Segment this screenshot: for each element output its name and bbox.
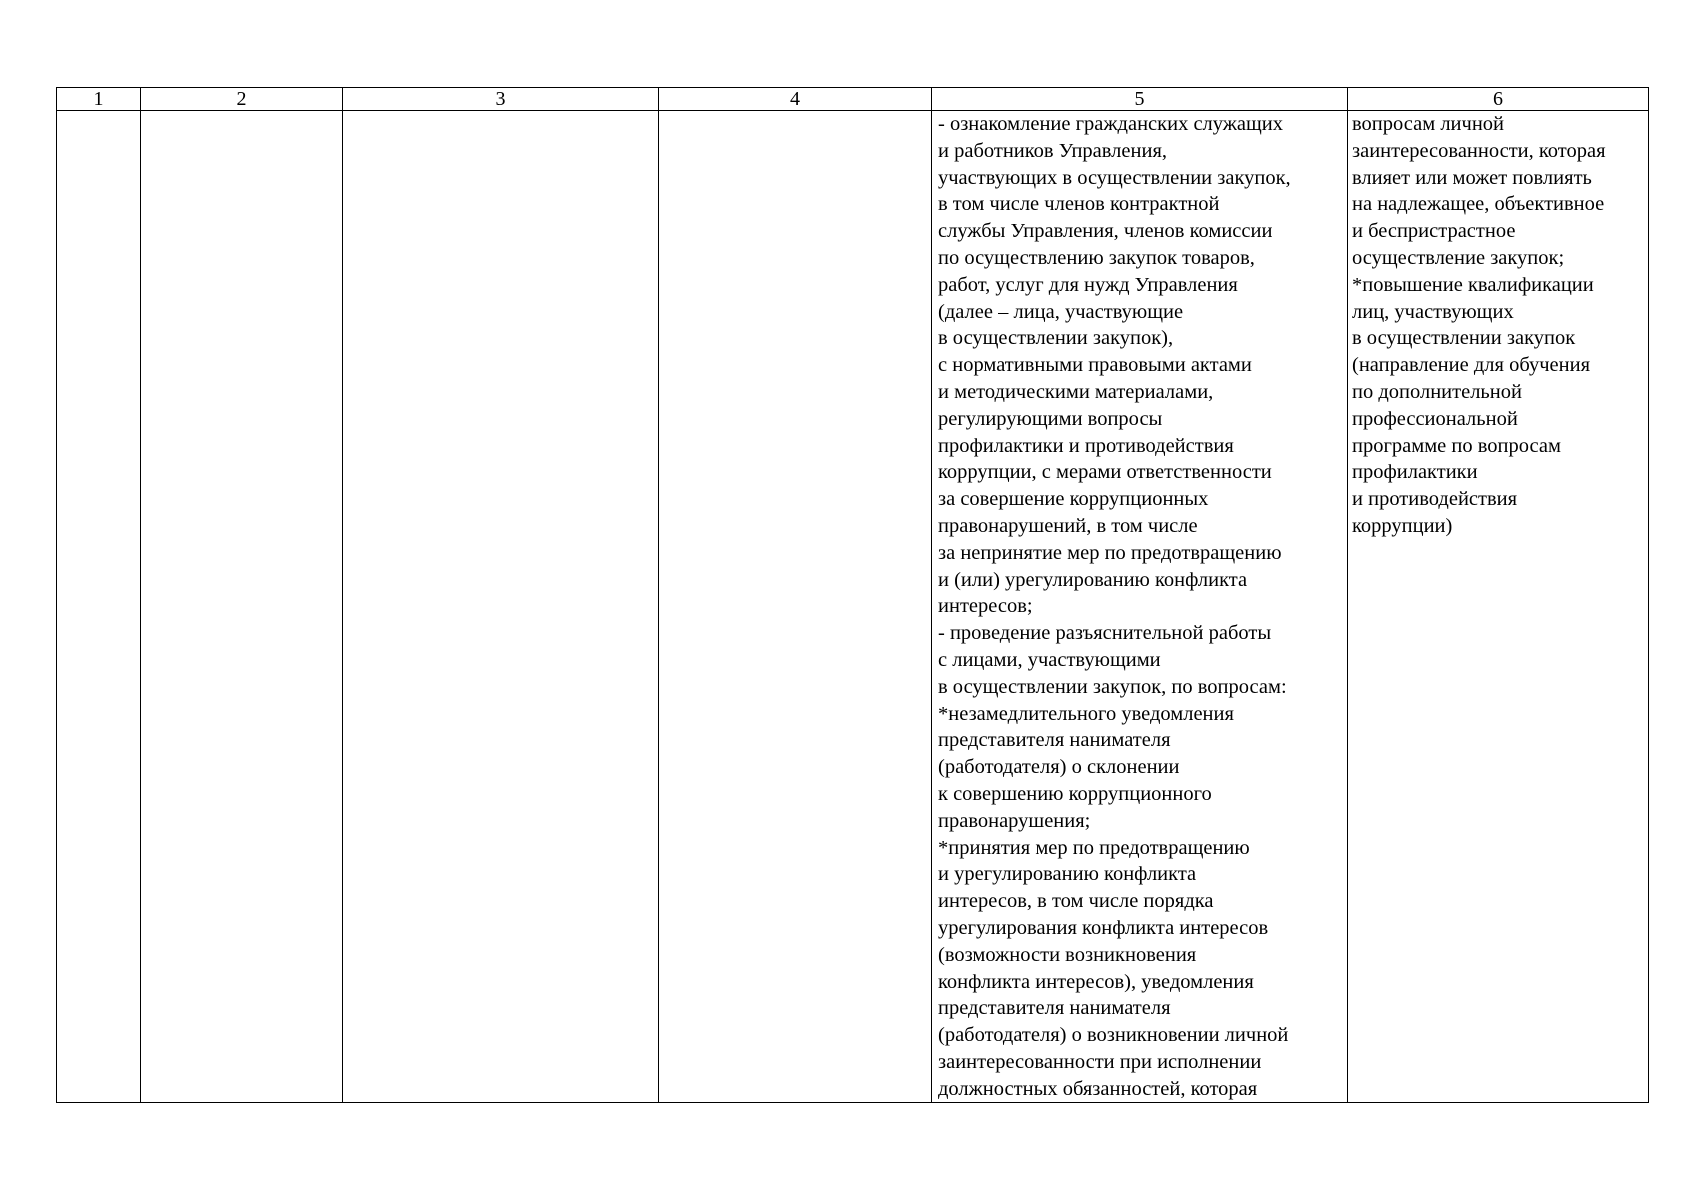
cell-col-4-text (659, 111, 931, 1101)
text-line: в том числе членов контрактной (938, 193, 1220, 216)
text-line: с лицами, участвующими (938, 648, 1161, 671)
cell-col-3-text (343, 111, 658, 1101)
text-line: конфликта интересов), уведомления (938, 970, 1254, 993)
text-line: профилактики и противодействия (938, 434, 1234, 457)
table-row (57, 111, 1649, 1103)
text-line: (далее – лица, участвующие (938, 300, 1184, 323)
text-line: к совершению коррупционного (938, 782, 1212, 805)
cell-col-4 (659, 111, 932, 1103)
text-line: урегулирования конфликта интересов (938, 916, 1269, 939)
text-line: профилактики (1352, 461, 1478, 484)
text-line: и урегулированию конфликта (938, 863, 1197, 886)
text-line: *повышение квалификации (1352, 273, 1594, 296)
text-line: и беспристрастное (1352, 220, 1516, 243)
text-line: службы Управления, членов комиссии (938, 220, 1273, 243)
cell-col-2 (141, 111, 343, 1103)
text-line: за совершение коррупционных (938, 488, 1209, 511)
text-line: в осуществлении закупок (1352, 327, 1576, 350)
text-line: (направление для обучения (1352, 354, 1590, 377)
text-line: с нормативными правовыми актами (938, 354, 1252, 377)
text-line: и (или) урегулированию конфликта (938, 568, 1248, 591)
text-line: и методическими материалами, (938, 380, 1214, 403)
text-line: правонарушений, в том числе (938, 514, 1198, 537)
text-line: и работников Управления, (938, 139, 1167, 162)
text-line: на надлежащее, объективное (1352, 193, 1605, 216)
text-line: (работодателя) о склонении (938, 756, 1180, 779)
text-line: участвующих в осуществлении закупок, (938, 166, 1291, 189)
text-line: заинтересованности при исполнении (938, 1050, 1262, 1073)
header-row (57, 88, 1649, 111)
column-header-1: 1 (57, 88, 141, 111)
text-line: (возможности возникновения (938, 943, 1197, 966)
text-line: в осуществлении закупок, по вопросам: (938, 675, 1287, 698)
cell-col-5-text (932, 111, 1347, 1101)
text-line: программе по вопросам (1352, 434, 1561, 457)
text-line: профессиональной (1352, 407, 1518, 430)
cell-col-1 (57, 111, 141, 1103)
text-line: представителя нанимателя (938, 729, 1171, 752)
text-line: - ознакомление гражданских служащих (938, 113, 1284, 135)
cell-col-6-text (1348, 111, 1648, 1101)
cell-col-1-text (57, 111, 140, 1101)
text-line: - проведение разъяснительной работы (938, 622, 1272, 645)
text-line: интересов, в том числе порядка (938, 890, 1214, 913)
text-line: и противодействия (1352, 488, 1518, 511)
text-line: в осуществлении закупок), (938, 327, 1174, 350)
text-line: осуществление закупок; (1352, 246, 1565, 269)
text-line: коррупции, с мерами ответственности (938, 461, 1272, 484)
text-line: лиц, участвующих (1352, 300, 1514, 323)
text-line: влияет или может повлиять (1352, 166, 1592, 189)
column-header-3: 3 (343, 88, 659, 111)
text-line: интересов; (938, 595, 1033, 618)
text-line: должностных обязанностей, которая (938, 1077, 1258, 1100)
text-line: за непринятие мер по предотвращению (938, 541, 1282, 564)
text-line: *принятия мер по предотвращению (938, 836, 1250, 859)
cell-col-2-text (141, 111, 342, 1101)
cell-col-3 (343, 111, 659, 1103)
text-line: по дополнительной (1352, 380, 1522, 403)
text-line: коррупции) (1352, 514, 1453, 537)
text-line: (работодателя) о возникновении личной (938, 1024, 1289, 1047)
text-line: регулирующими вопросы (938, 407, 1163, 430)
column-header-4: 4 (659, 88, 932, 111)
cell-col-6 (1348, 111, 1649, 1103)
column-header-2: 2 (141, 88, 343, 111)
text-line: правонарушения; (938, 809, 1091, 832)
text-line: представителя нанимателя (938, 997, 1171, 1020)
text-line: по осуществлению закупок товаров, (938, 246, 1255, 269)
text-line: вопросам личной (1352, 113, 1505, 135)
column-header-6: 6 (1348, 88, 1649, 111)
text-line: работ, услуг для нужд Управления (938, 273, 1238, 296)
column-header-5: 5 (932, 88, 1348, 111)
cell-col-5 (932, 111, 1348, 1103)
text-line: *незамедлительного уведомления (938, 702, 1234, 725)
text-line: заинтересованности, которая (1352, 139, 1606, 162)
document-table (56, 87, 1649, 1103)
